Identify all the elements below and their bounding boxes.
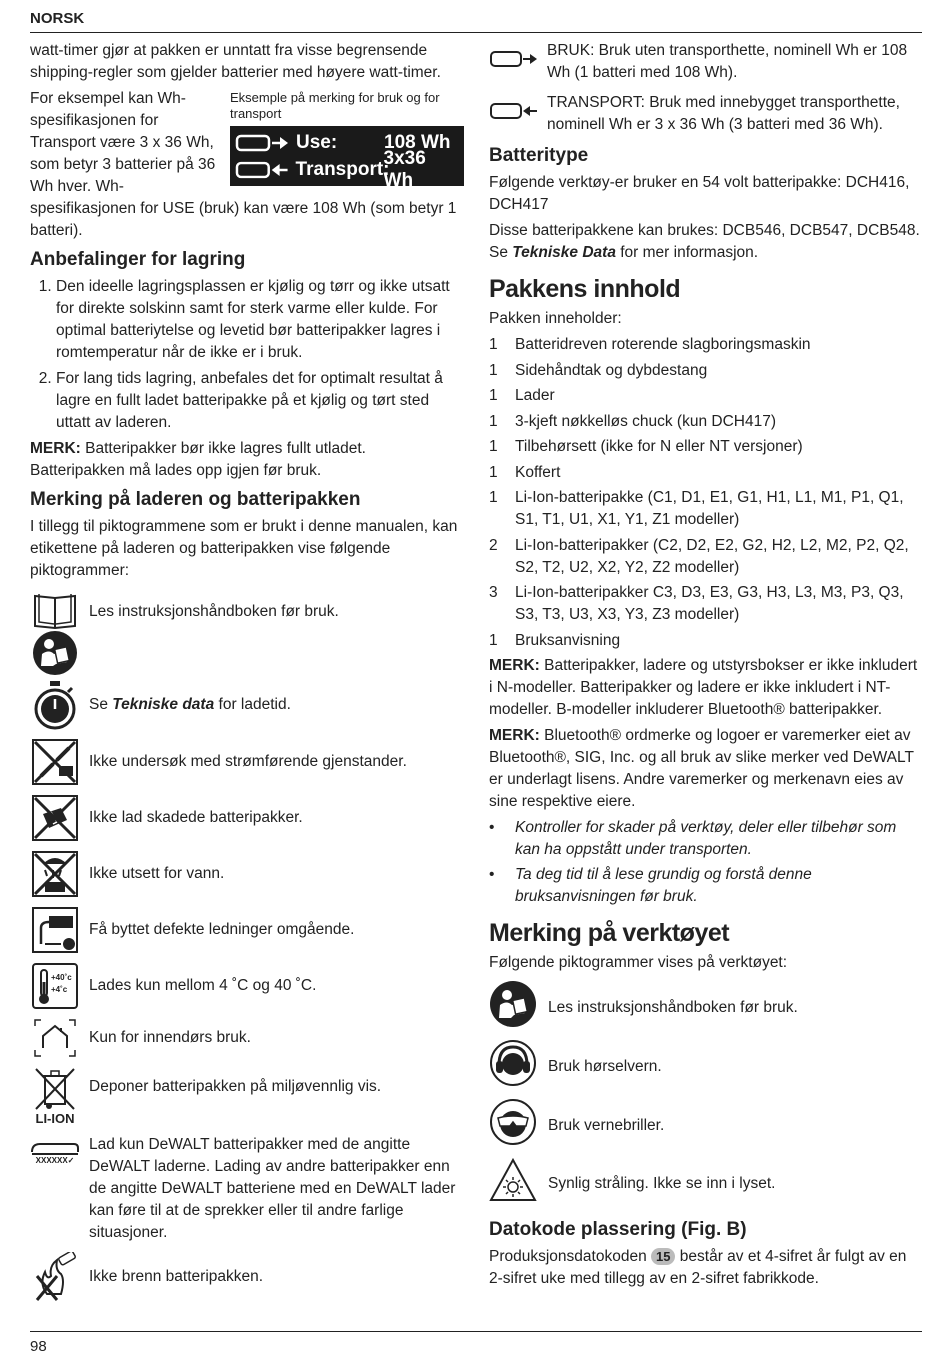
qty: 1 (489, 387, 498, 404)
section-header: NORSK (30, 8, 922, 33)
hearing-text: Bruk hørselvern. (548, 1057, 662, 1075)
list-item: • Ta deg tid til å lese grundig og forstå denne bruksanvisningen før bruk. (489, 864, 922, 908)
transport-row (234, 147, 460, 191)
qty: 1 (489, 412, 498, 430)
transport-row (489, 92, 922, 136)
pictogram-no-damaged (30, 794, 464, 842)
no-water-icon (31, 850, 79, 898)
temp-low-label: +4˚c (51, 985, 68, 994)
example-label-box (230, 90, 464, 191)
battery-transport-icon (234, 159, 290, 181)
datecode-text (489, 1246, 922, 1290)
tool-read-manual-text: Les instruksjonshåndboken før bruk. (548, 998, 798, 1016)
tool-marking-intro: Følgende piktogrammer vises på verktøyet: (489, 954, 788, 971)
datecode-pre: Produksjonsdatokoden (489, 1248, 652, 1265)
dispose-text: Deponer batteripakken på miljøvennlig vis. (89, 1078, 382, 1095)
temp-range-text: Lades kun mellom 4 ˚C og 40 ˚C. (89, 977, 317, 994)
battery-usable-text (489, 220, 922, 264)
qty: 3 (489, 584, 498, 601)
contents-intro: Pakken inneholder: (489, 310, 622, 327)
pictogram-indoor (30, 1018, 464, 1058)
storage-heading: Anbefalinger for lagring (30, 249, 246, 270)
pictogram-no-burn (30, 1252, 464, 1302)
qty: 1 (489, 463, 498, 481)
note-label: MERK: (489, 727, 540, 744)
no-water-text: Ikke utsett for vann. (89, 865, 225, 882)
replace-cords-text: Få byttet defekte ledninger omgående. (89, 921, 355, 938)
qty: 1 (489, 361, 498, 379)
note-label: MERK: (489, 657, 540, 674)
right-column (489, 40, 922, 1294)
pictogram-no-conductive (30, 738, 464, 786)
charge-time-text (89, 694, 291, 716)
list-item (489, 411, 922, 433)
tool-pictogram-radiation (489, 1157, 922, 1210)
note-label: MERK: (30, 440, 81, 457)
contents-heading: Pakkens innhold (489, 275, 681, 303)
callout-badge: 15 (651, 1248, 675, 1265)
qty: 2 (489, 536, 498, 554)
note-text: Bluetooth® ordmerke og logoer er varemerker eiet av Bluetooth®, SIG, Inc. og all bruk av slike merker ved DeWALT er underlagt lisens. Andre varemerker og merkenavn eies av sine respektive eiere. (489, 727, 914, 810)
example-label-dark (230, 126, 464, 191)
qty: 1 (489, 336, 498, 353)
tool-marking-heading: Merking på verktøyet (489, 919, 730, 947)
contents-note-2 (489, 725, 922, 813)
pictogram-temp-range (30, 962, 464, 1010)
datecode-post: består av et 4-sifret år fulgt av en 2-sifret uke med tillegg av en 2-sifret fabrikkode. (489, 1248, 907, 1287)
battery-use-icon (489, 48, 539, 70)
intro-paragraph: watt-timer gjør at pakken er unntatt fra visse begrensende shipping-regler som gjelder batterier med høyere watt-timer. (30, 42, 441, 81)
item: Lader (515, 387, 555, 404)
li-ion-label: LI-ION (35, 1111, 75, 1126)
labels-heading: Merking på laderen og batteripakken (30, 489, 361, 510)
qty: 1 (489, 489, 498, 506)
book-icon (32, 592, 78, 630)
safety-glasses-icon (489, 1098, 537, 1146)
item: Sidehåndtak og dybdestang (515, 361, 708, 379)
battery-use-icon (234, 132, 290, 154)
list-item (489, 334, 922, 356)
use-label: Use: (296, 131, 338, 153)
use-value: 108 Wh (384, 131, 451, 153)
storage-item: 2. For lang tids lagring, anbefales det for optimalt resultat å lagre en fullt ladet batteripakke på et kjølig og tørt sted uttatt av laderen. (56, 368, 464, 434)
battery-type-heading: Batteritype (489, 145, 589, 166)
datecode-heading: Datokode plassering (Fig. B) (489, 1219, 747, 1240)
item: Tilbehørsett (ikke for N eller NT versjoner) (515, 438, 803, 455)
read-manual-icon (32, 630, 78, 676)
transport-text: TRANSPORT: Bruk med innebygget transporthette, nominell Wh er 3 x 36 Wh (3 batteri med 36 Wh). (547, 94, 900, 133)
tool-pictogram-glasses (489, 1098, 922, 1153)
dewalt-code: XXXXXX✓ (35, 1156, 75, 1165)
item: Koffert (515, 463, 561, 481)
page-number: 98 (30, 1338, 47, 1355)
pictogram-replace-cords (30, 906, 464, 954)
charge-time-pre: Se (89, 696, 113, 713)
charge-time-link: Tekniske data (112, 696, 215, 713)
thermometer-icon (31, 962, 79, 1010)
indoor-house-icon (31, 1018, 79, 1058)
storage-list (30, 276, 464, 434)
pictogram-charge-time (30, 680, 464, 730)
tool-pictogram-read-manual (489, 980, 922, 1035)
bullet-text: Ta deg tid til å lese grundig og forstå denne bruksanvisningen før bruk. (515, 866, 812, 905)
pictogram-dispose (30, 1066, 464, 1126)
battery-usable-link: Tekniske Data (512, 244, 616, 261)
charger-battery-icon (30, 1140, 80, 1156)
stopwatch-icon (33, 680, 77, 730)
radiation-text: Synlig stråling. Ikke se inn i lyset. (548, 1174, 776, 1192)
transport-value: 3x36 Wh (383, 147, 426, 191)
item: Li-Ion-batteripakker C3, D3, E3, G3, H3, L3, M3, P3, Q3, S3, T3, U3, X3, Y3, Z3 modeller) (515, 584, 904, 623)
no-conductive-objects-icon (31, 738, 79, 786)
item: Batteridreven roterende slagboringsmaskin (515, 336, 811, 353)
visible-radiation-warning-icon (489, 1157, 537, 1203)
list-item (489, 385, 922, 407)
storage-item: 1. Den ideelle lagringsplassen er kjølig og tørr og ikke utsatt for direkte solskinn samt for sterk varme eller kulde. For optimal batteriytelse og levetid bør batteripakker lagres i romtemperatur når de ikke er i bruk. (56, 276, 464, 364)
no-damaged-text: Ikke lad skadede batteripakker. (89, 809, 303, 826)
contents-list (489, 334, 922, 652)
contents-note-1 (489, 655, 922, 721)
qty: 1 (489, 631, 498, 649)
battery-usable-post: for mer informasjon. (615, 244, 759, 261)
charge-time-post: for ladetid. (214, 696, 291, 713)
no-fire-icon (33, 1252, 77, 1302)
list-item (489, 487, 922, 531)
list-item (489, 462, 922, 484)
labels-intro: I tillegg til piktogrammene som er brukt i denne manualen, kan etikettene på laderen og batteripakken vise følgende piktogrammer: (30, 518, 458, 579)
qty: 1 (489, 438, 498, 455)
pictogram-read-manual (30, 592, 464, 676)
pictogram-dewalt-only (30, 1134, 464, 1244)
list-item (489, 360, 922, 382)
footer-divider (30, 1331, 922, 1332)
list-item: • Kontroller for skader på verktøy, deler eller tilbehør som kan ha oppstått under transporten. (489, 817, 922, 861)
no-damaged-battery-icon (31, 794, 79, 842)
glasses-text: Bruk vernebriller. (548, 1116, 665, 1134)
item: Li-Ion-batteripakker (C2, D2, E2, G2, H2, L2, M2, P2, Q2, S2, T2, U2, X2, Y2, Z2 modeller) (515, 536, 909, 576)
crossed-bin-icon (33, 1066, 77, 1112)
battery-type-text: Følgende verktøy-er bruker en 54 volt batteripakke: DCH416, DCH417 (489, 174, 910, 213)
temp-high-label: +40˚c (51, 973, 72, 982)
read-manual-text: Les instruksjonshåndboken før bruk. (89, 603, 339, 620)
no-burn-text: Ikke brenn batteripakken. (89, 1268, 264, 1285)
pictogram-no-water (30, 850, 464, 898)
battery-transport-icon (489, 100, 539, 122)
replace-cord-icon (31, 906, 79, 954)
list-item (489, 436, 922, 458)
item: Li-Ion-batteripakke (C1, D1, E1, G1, H1, L1, M1, P1, Q1, S1, T1, U1, X1, Y1, Z1 modeller) (515, 489, 904, 528)
list-item (489, 630, 922, 652)
dewalt-only-text: Lad kun DeWALT batteripakker med de angitte DeWALT laderne. Lading av andre batteripakker enn de angitte DeWALT batteriene med en DeWALT lader kan føre til at de sprekker eller til andre farlige situasjoner. (89, 1136, 456, 1241)
read-manual-icon (489, 980, 537, 1028)
battery-usable-pre: Disse batteripakkene kan brukes: DCB546, DCB547, DCB548. Se (489, 222, 920, 261)
no-conductive-text: Ikke undersøk med strømførende gjenstander. (89, 753, 407, 770)
item: Bruksanvisning (515, 631, 621, 649)
item: 3-kjeft nøkkelløs chuck (kun DCH417) (515, 412, 776, 430)
note-text: Batteripakker, ladere og utstyrsbokser er ikke inkludert i N-modeller. Batteripakker og ladere er ikke inkludert i NT-modeller. B-modeller inkluderer Bluetooth® batteripakker. (489, 657, 918, 718)
list-item (489, 535, 922, 579)
example-paragraph: For eksempel kan Wh-spesifikasjonen for Transport være 3 x 36 Wh, som betyr 3 batterier på 36 Wh hver. Wh-spesifikasjonen for USE (bruk) kan være 108 Wh (som betyr 1 batteri). (30, 90, 457, 239)
transport-label: Transport: (295, 158, 390, 180)
note-text: Batteripakker bør ikke lagres fullt utladet. Batteripakken må lades opp igjen før bruk. (30, 440, 366, 479)
bruk-text: BRUK: Bruk uten transporthette, nominell Wh er 108 Wh (1 batteri med 108 Wh). (547, 42, 908, 81)
ear-protection-icon (489, 1039, 537, 1087)
bruk-row (489, 40, 922, 84)
list-item (489, 582, 922, 626)
indoor-text: Kun for innendørs bruk. (89, 1029, 251, 1046)
storage-note (30, 438, 464, 482)
left-column (30, 40, 464, 1310)
tool-pictogram-hearing (489, 1039, 922, 1094)
example-caption: Eksemple på merking for bruk og for transport (230, 90, 440, 121)
bullet-text: Kontroller for skader på verktøy, deler eller tilbehør som kan ha oppstått under transporten. (515, 819, 897, 858)
bullet-list (489, 817, 922, 908)
